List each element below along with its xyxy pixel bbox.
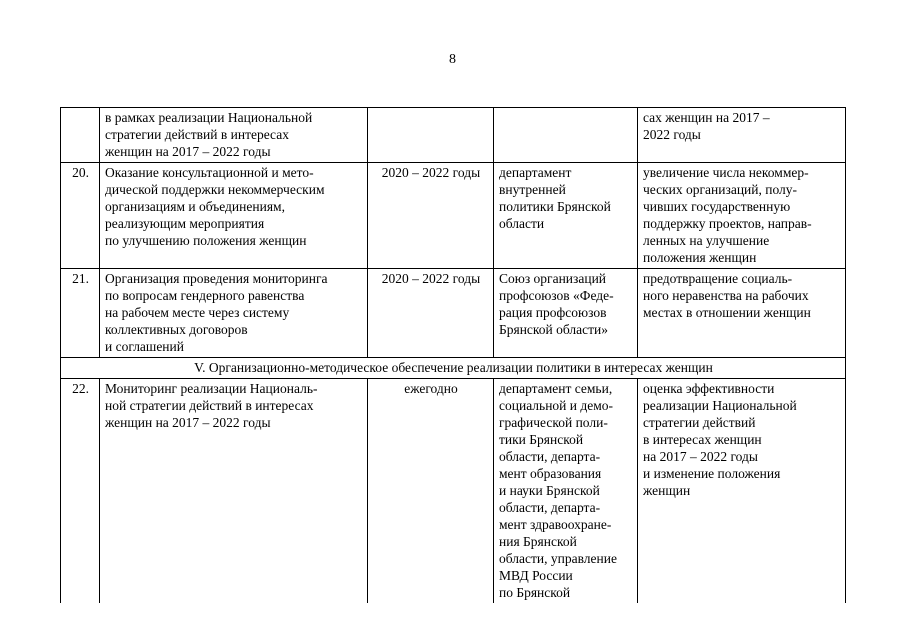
action-cell: Организация проведения мониторинга по вопросам гендерного равенства на рабочем месте через систему коллективных договоров и соглашений [100,269,368,358]
result-cell: оценка эффективности реализации Национальной стратегии действий в интересах женщин на 2017 – 2022 годы и изменение положения женщин [638,379,846,604]
table-row-22 [61,379,846,604]
table-row-continuation [61,108,846,163]
action-cell: Оказание консультационной и мето- дической поддержки некоммерческим организациям и объединениям, реализующим мероприятия по улучшению положения женщин [100,163,368,269]
row-number-cell: 20. [61,163,100,269]
term-cell: 2020 – 2022 годы [368,163,494,269]
action-cell: в рамках реализации Национальной стратегии действий в интересах женщин на 2017 – 2022 годы [100,108,368,163]
term-cell [368,108,494,163]
section-header-row [61,358,846,379]
section-title: V. Организационно-методическое обеспечение реализации политики в интересах женщин [61,358,846,379]
row-number-cell: 22. [61,379,100,604]
term-cell: 2020 – 2022 годы [368,269,494,358]
result-cell: сах женщин на 2017 – 2022 годы [638,108,846,163]
result-cell: предотвращение социаль- ного неравенства на рабочих местах в отношении женщин [638,269,846,358]
result-cell: увеличение числа некоммер- ческих организаций, полу- чивших государственную поддержку проектов, направ- ленных на улучшение положения женщин [638,163,846,269]
table-row-20 [61,163,846,269]
executor-cell [494,108,638,163]
measures-table [60,107,846,603]
page-number: 8 [449,52,456,67]
action-cell: Мониторинг реализации Националь- ной стратегии действий в интересах женщин на 2017 – 2022 годы [100,379,368,604]
executor-cell: Союз организаций профсоюзов «Феде- рация профсоюзов Брянской области» [494,269,638,358]
executor-cell: департамент внутренней политики Брянской области [494,163,638,269]
row-number-cell [61,108,100,163]
executor-cell: департамент семьи, социальной и демо- графической поли- тики Брянской области, департа- мент образования и науки Брянской области, департа- мент здравоохране- ния Брянской области, управление МВД России по Брянской [494,379,638,604]
term-cell: ежегодно [368,379,494,604]
table-row-21 [61,269,846,358]
row-number-cell: 21. [61,269,100,358]
